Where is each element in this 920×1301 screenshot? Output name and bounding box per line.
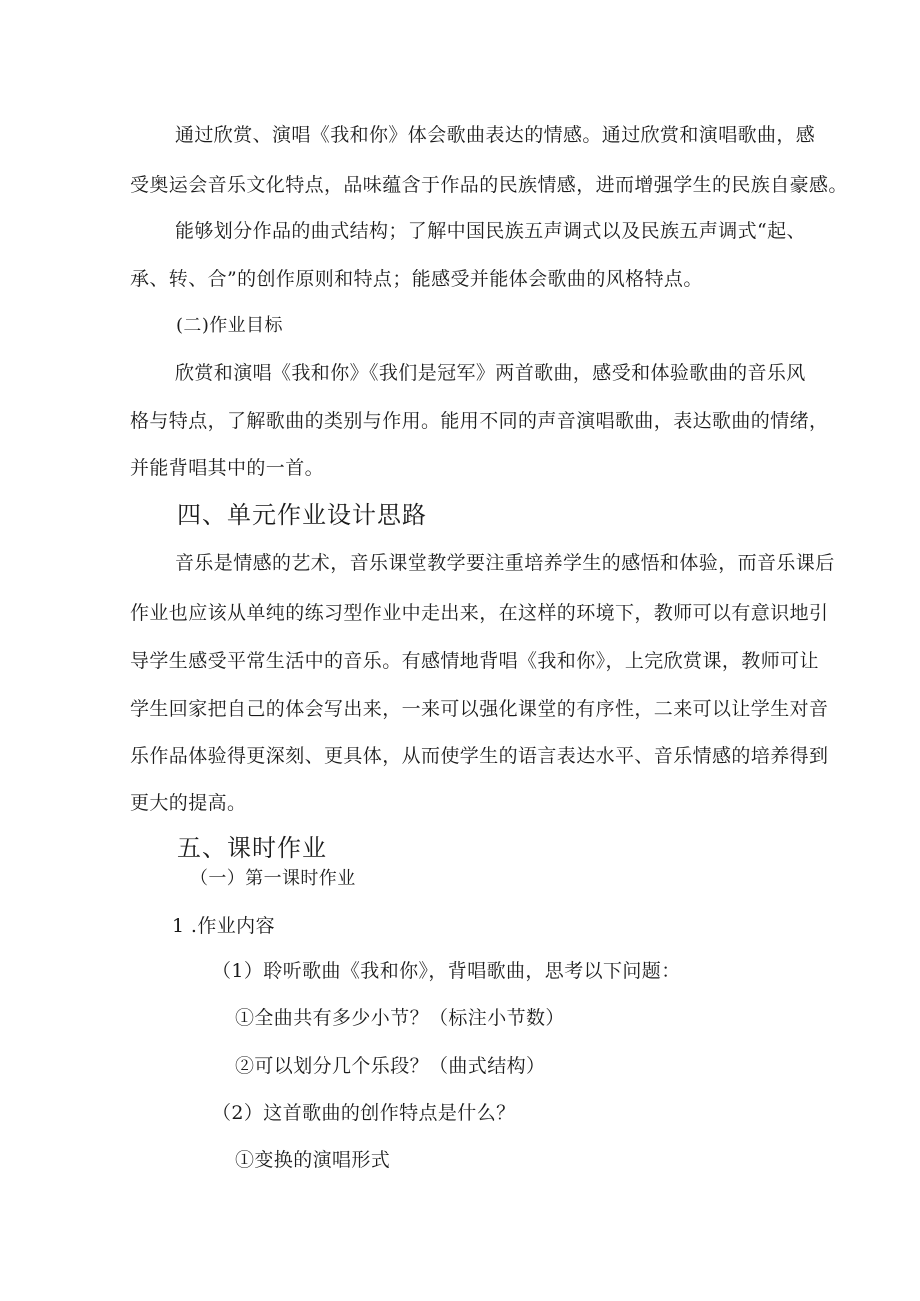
subheading-goal: (二)作业目标	[176, 315, 283, 336]
paragraph-4-line-3: 导学生感受平常生活中的音乐。有感情地背唱《我和你》，上完欣赏课，教师可让	[130, 650, 819, 672]
paragraph-4-line-1: 音乐是情感的艺术，音乐课堂教学要注重培养学生的感悟和体验，而音乐课后	[175, 552, 835, 574]
paragraph-3-line-2: 格与特点，了解歌曲的类别与作用。能用不同的声音演唱歌曲，表达歌曲的情绪，	[130, 410, 829, 432]
paragraph-4-line-6: 更大的提高。	[130, 792, 247, 814]
paragraph-1-line-2: 受奥运会音乐文化特点，品味蕴含于作品的民族情感，进而增强学生的民族自豪感。	[130, 174, 848, 196]
question-2-part-a: ①变换的演唱形式	[235, 1149, 391, 1171]
paragraph-4-line-5: 乐作品体验得更深刻、更具体，从而使学生的语言表达水平、音乐情感的培养得到	[130, 745, 829, 767]
paragraph-2-line-1: 能够划分作品的曲式结构；了解中国民族五声调式以及民族五声调式“起、	[175, 220, 806, 242]
section-heading-4: 四、单元作业设计思路	[177, 501, 427, 529]
paragraph-4-line-4: 学生回家把自己的体会写出来，一来可以强化课堂的有序性，二来可以让学生对音	[130, 698, 829, 720]
paragraph-3-line-3: 并能背唱其中的一首。	[130, 457, 325, 479]
paragraph-3-line-1: 欣赏和演唱《我和你》《我们是冠军》两首歌曲，感受和体验歌曲的音乐风	[175, 362, 806, 384]
question-1-part-a: ①全曲共有多少小节？（标注小节数）	[235, 1007, 565, 1029]
question-1-part-b: ②可以划分几个乐段？（曲式结构）	[235, 1055, 546, 1077]
paragraph-1-line-1: 通过欣赏、演唱《我和你》体会歌曲表达的情感。通过欣赏和演唱歌曲，感	[175, 124, 816, 146]
subheading-first-lesson: （一）第一课时作业	[190, 868, 356, 889]
paragraph-4-line-2: 作业也应该从单纯的练习型作业中走出来，在这样的环境下，教师可以有意识地引	[130, 602, 829, 624]
question-2: （2）这首歌曲的创作特点是什么？	[212, 1102, 516, 1124]
item-1-heading: 1 .作业内容	[172, 915, 275, 937]
paragraph-2-line-2: 承、转、合”的创作原则和特点；能感受并能体会歌曲的风格特点。	[130, 268, 703, 290]
question-1: （1）聆听歌曲《我和你》，背唱歌曲，思考以下问题：	[212, 960, 681, 982]
section-heading-5: 五、课时作业	[177, 834, 327, 862]
